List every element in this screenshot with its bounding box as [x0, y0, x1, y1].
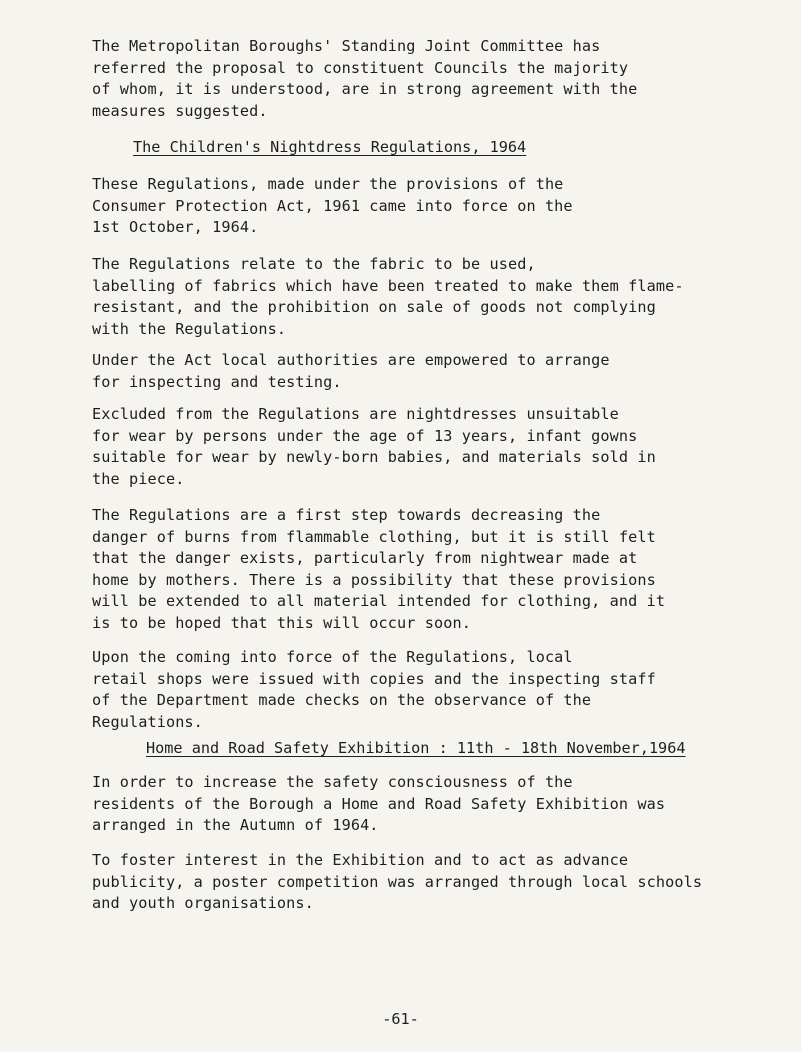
intro-paragraph: The Metropolitan Boroughs' Standing Joint Committee has referred the proposal to constituent Councils the majority of whom, it is understood, are in strong agreement with the measures suggested.	[92, 37, 638, 120]
paragraph: Excluded from the Regulations are nightdresses unsuitable for wear by persons under the age of 13 years, infant gowns suitable for wear by newly-born babies, and materials sold in the piece.	[92, 405, 656, 488]
section-heading-safety-exhibition: Home and Road Safety Exhibition : 11th - 18th November,1964	[146, 739, 686, 757]
paragraph: The Regulations relate to the fabric to be used, labelling of fabrics which have been treated to make them flame- resistant, and the prohibition on sale of goods not complying with the Regulations.	[92, 255, 684, 338]
section-heading-nightdress-regulations: The Children's Nightdress Regulations, 1964	[133, 138, 527, 156]
paragraph: In order to increase the safety consciousness of the residents of the Borough a Home and Road Safety Exhibition was arranged in the Autumn of 1964.	[92, 773, 666, 835]
paragraph: Upon the coming into force of the Regulations, local retail shops were issued with copies and the inspecting staff of the Department made checks on the observance of the Regulations.	[92, 648, 656, 731]
paragraph: To foster interest in the Exhibition and to act as advance publicity, a poster competition was arranged through local schools and youth organisations.	[92, 851, 703, 913]
page-number: -61-	[382, 1010, 419, 1028]
paragraph: These Regulations, made under the provisions of the Consumer Protection Act, 1961 came into force on the 1st October, 1964.	[92, 175, 573, 237]
paragraph: Under the Act local authorities are empowered to arrange for inspecting and testing.	[92, 351, 610, 391]
paragraph: The Regulations are a first step towards decreasing the danger of burns from flammable clothing, but it is still felt that the danger exists, particularly from nightwear made at home by mothers. There is a possibility that these provisions will be extended to all material intended for clothing, and it is to be hoped that this will occur soon.	[92, 506, 666, 632]
